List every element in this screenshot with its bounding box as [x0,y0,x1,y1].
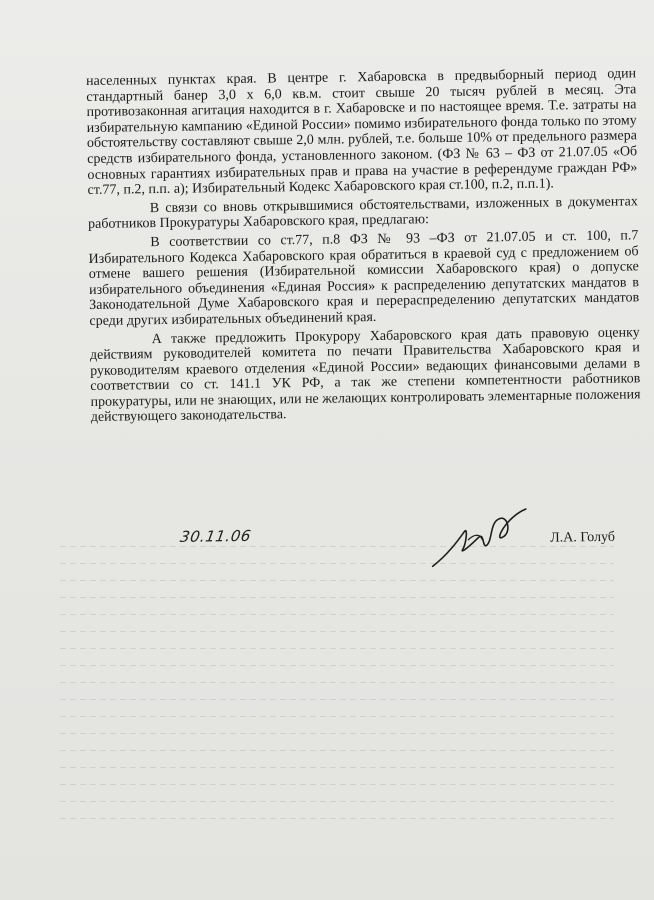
paragraph-proposal-prosecutor: А также предложить Прокурору Хабаровского края дать правовую оценку действиям руководителей комитета по печати Правительства Хабаровского края и руководителям краевого отделения «Единой России» ведающих финансовыми делами в соответствии со ст. 141.1 УК РФ, а так же степени компетентности работников прокуратуры, или не знающих, или не желающих контролировать элементарные положения действующего законодательства. [89,324,641,426]
bleed-through-texture [60,530,614,860]
handwritten-date: 30.11.06 [178,526,253,546]
paragraph-proposal-court: В соответствии со ст.77, п.8 ФЗ № 93 –ФЗ от 21.07.05 и ст. 100, п.7 Избирательного Кодекса Хабаровского края обратиться в краевой суд с предложением об отмене вашего решения (Избирательной комиссии Хабаровского края) о допуске избирательного объединения «Единая Россия» к распределению депутатских мандатов в Законодательной Думе Хабаровского края и перераспределению депутатских мандатов среди других избирательных объединений края. [88,228,640,329]
signer-name: Л.А. Голуб [550,529,616,546]
letter-body [86,66,641,426]
paragraph-campaign-costs: населенных пунктах края. В центре г. Хабаровска в предвыборный период один стандартный банер 3,0 х 6,0 кв.м. стоит свыше 20 тысяч рублей в месяц. Эта противозаконная агитация находится в г. Хабаровске и по настоящее время. Т.е. затраты на избирательную кампанию «Единой России» помимо избирательного фонда только по этому обстоятельству составляют свыше 2,0 млн. рублей, т.е. больше 10% от предельного размера средств избирательного фонда, установленного законом. (ФЗ № 63 – ФЗ от 21.07.05 «Об основных гарантиях избирательных прав и права на участие в референдуме граждан РФ» ст.77, п.2, п.п. а); Избирательный Кодекс Хабаровского края ст.100, п.2, п.п.1). [86,66,638,199]
signature-row [170,516,631,574]
paragraph-new-circumstances: В связи со вновь открывшимися обстоятельствами, изложенных в документах работников Прокуратуры Хабаровского края, предлагаю: [88,194,638,233]
handwritten-signature [428,503,539,575]
